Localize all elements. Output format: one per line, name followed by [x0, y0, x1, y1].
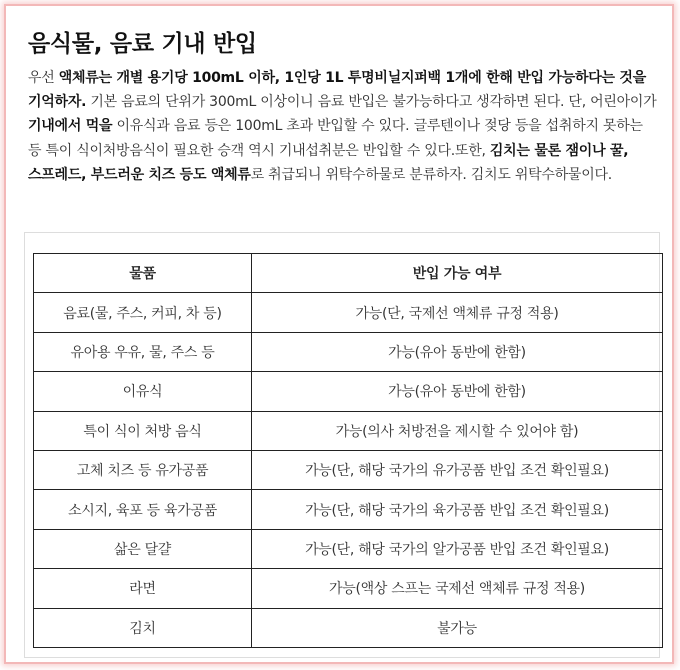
table-row [34, 569, 663, 608]
table-row [34, 332, 663, 371]
cell-allowed: 가능(단, 해당 국가의 육가공품 반입 조건 확인필요) [252, 490, 663, 529]
cell-item: 음료(물, 주스, 커피, 차 등) [34, 293, 252, 332]
page-title: 음식물, 음료 기내 반입 [28, 31, 257, 57]
table-header-row [34, 254, 663, 293]
article-frame [4, 4, 674, 664]
cell-allowed: 가능(단, 해당 국가의 알가공품 반입 조건 확인필요) [252, 529, 663, 568]
cell-item: 라면 [34, 569, 252, 608]
table-container [24, 232, 660, 658]
emphasis-text: 김치는 물론 잼이나 꿀, 스프레드, 부드러운 치즈 등도 액체류 [28, 142, 629, 183]
body-text: 로 취급되니 위탁수하물로 분류하자. 김치도 위탁수하물이다. [250, 166, 612, 183]
table-body [34, 293, 663, 648]
body-text: 이유식과 음료 등은 100mL 초과 반입할 수 있다. 글루텐이나 젖당 등을 섭취하지 못하는 등 특이 식이처방음식이 필요한 승객 역시 기내섭취분은 반입할 수 있다.또한, [28, 118, 643, 159]
table-row [34, 411, 663, 450]
carry-on-food-table [33, 253, 663, 648]
header-allowed: 반입 가능 여부 [252, 254, 663, 293]
body-paragraph [28, 66, 658, 187]
table-row [34, 293, 663, 332]
table-row [34, 450, 663, 489]
cell-item: 소시지, 육포 등 육가공품 [34, 490, 252, 529]
emphasis-text: 액체류는 개별 용기당 100mL 이하, 1인당 1L 투명비닐지퍼백 1개에 한해 반입 가능하다는 것을 기억하자. [28, 70, 646, 111]
cell-allowed: 가능(액상 스프는 국제선 액체류 규정 적용) [252, 569, 663, 608]
cell-item: 특이 식이 처방 음식 [34, 411, 252, 450]
cell-item: 고체 치즈 등 유가공품 [34, 450, 252, 489]
article-content [28, 28, 658, 187]
table-row [34, 608, 663, 647]
cell-item: 삶은 달걀 [34, 529, 252, 568]
table-row [34, 529, 663, 568]
cell-allowed: 가능(유아 동반에 한함) [252, 372, 663, 411]
cell-allowed: 불가능 [252, 608, 663, 647]
body-text: 우선 [28, 70, 59, 86]
body-text: 기본 음료의 단위가 300mL 이상이니 음료 반입은 불가능하다고 생각하면 된다. 단, 어린아이가 [86, 94, 657, 111]
header-item: 물품 [34, 254, 252, 293]
cell-item: 유아용 우유, 물, 주스 등 [34, 332, 252, 371]
emphasis-text: 기내에서 먹을 [28, 118, 113, 135]
table-row [34, 372, 663, 411]
cell-allowed: 가능(유아 동반에 한함) [252, 332, 663, 371]
cell-item: 이유식 [34, 372, 252, 411]
cell-allowed: 가능(단, 국제선 액체류 규정 적용) [252, 293, 663, 332]
table-row [34, 490, 663, 529]
cell-allowed: 가능(의사 처방전을 제시할 수 있어야 함) [252, 411, 663, 450]
cell-allowed: 가능(단, 해당 국가의 유가공품 반입 조건 확인필요) [252, 450, 663, 489]
cell-item: 김치 [34, 608, 252, 647]
